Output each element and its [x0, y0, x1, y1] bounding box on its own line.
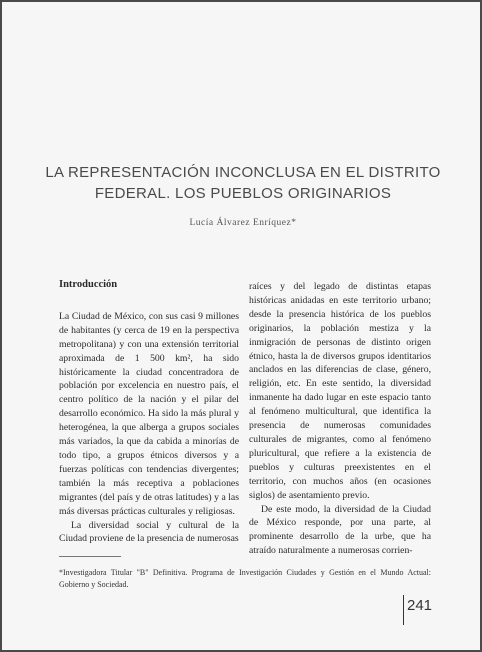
page-number: 241 — [407, 597, 433, 614]
right-column — [249, 280, 431, 558]
paragraph: La diversidad social y cultural de la Ciudad proviene de la presencia de numerosas — [59, 519, 239, 545]
paragraph: raíces y del legado de distintas etapas históricas anidadas en este territorio urbano; desde la presencia histórica de los pueblos originarios, la población mestiza y la inmigración de personas de distinto origen étnico, hasta la de diversos grupos identitarios anclados en las diferencias de clase, género, religión, etc. En este sentido, la diversidad inmanente ha dado lugar en este espacio tanto al fenómeno multicultural, que identifica la presencia de numerosas comunidades culturales de migrantes, como al fenómeno pluricultural, que refiere a la existencia de pueblos y culturas preexistentes en el territorio, con muchos años (en ocasiones siglos) de asentamiento previo. — [249, 281, 431, 501]
left-column — [59, 278, 239, 546]
footnote: *Investigadora Titular "B" Definitiva. Programa de Investigación Ciudades y Gestión en el Mundo Actual: Gobierno y Sociedad. — [59, 568, 431, 589]
paragraph: La Ciudad de México, con sus casi 9 millones de habitantes (y cerca de 19 en la perspectiva metropolitana) y con una extensión territorial aproximada de 1 500 km², ha sido históricamente la ciudad concentradora de población por excelencia en nuestro país, el centro político de la nación y el pilar del desarrollo económico. Ha sido la más plural y heterogénea, la que alberga a grupos sociales más variados, la que da cabida a minorías de todo tipo, a grupos étnicos diversos y a fuerzas políticas con tendencias divergentes; también la más receptiva a poblaciones migrantes (del país y de otras latitudes) y a las más diversas prácticas culturales y religiosas. — [59, 310, 239, 517]
page-number-divider — [403, 595, 404, 625]
article-title: LA REPRESENTACIÓN INCONCLUSA EN EL DISTRITO FEDERAL. LOS PUEBLOS ORIGINARIOS — [45, 164, 441, 202]
paragraph: De este modo, la diversidad de la Ciudad de México responde, por una parte, al prominente desarrollo de la urbe, que ha atraído naturalmente a numerosas corrien- — [249, 503, 431, 557]
footnote-divider — [59, 556, 121, 557]
article-author: Lucía Álvarez Enríquez* — [189, 218, 297, 228]
section-heading: Introducción — [59, 279, 118, 290]
